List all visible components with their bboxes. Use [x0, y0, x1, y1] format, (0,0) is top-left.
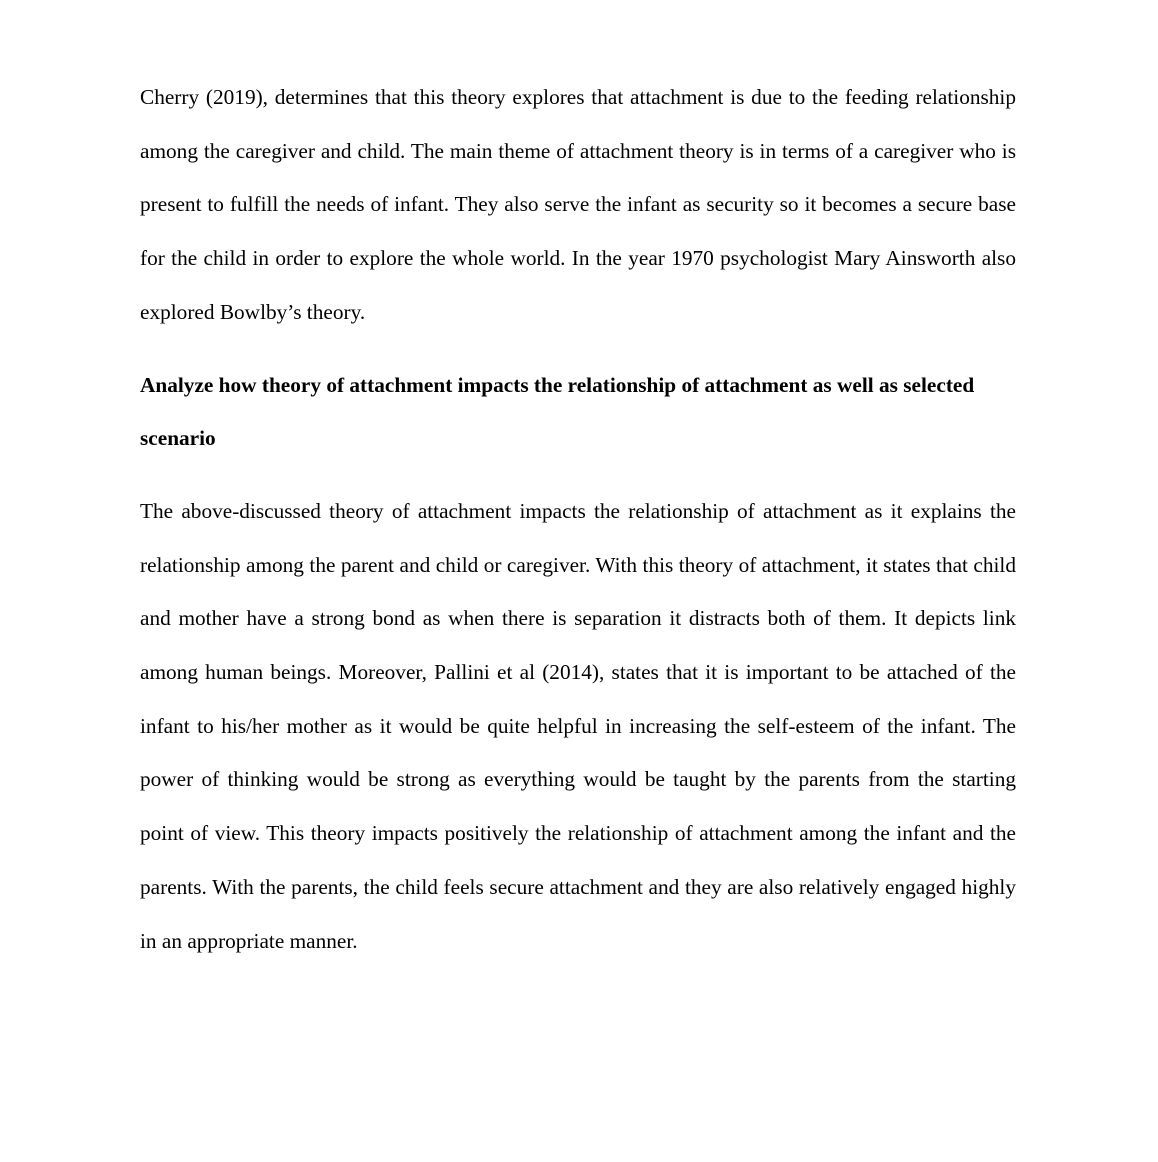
section-heading: Analyze how theory of attachment impacts the relationship of attachment as well as selected scenario: [140, 372, 975, 451]
body-paragraph-analysis: The above-discussed theory of attachment impacts the relationship of attachment as it explains the relationship among the parent and child or caregiver. With this theory of attachment, it states that child and mother have a strong bond as when there is separation it distracts both of them. It depicts link among human beings. Moreover, Pallini et al (2014), states that it is important to be attached of the infant to his/her mother as it would be quite helpful in increasing the self-esteem of the infant. The power of thinking would be strong as everything would be taught by the parents from the starting point of view. This theory impacts positively the relationship of attachment among the infant and the parents. With the parents, the child feels secure attachment and they are also relatively engaged highly in an appropriate manner.: [140, 498, 1016, 953]
document-page: [140, 71, 1016, 968]
body-paragraph-intro: Cherry (2019), determines that this theory explores that attachment is due to the feeding relationship among the caregiver and child. The main theme of attachment theory is in terms of a caregiver who is present to fulfill the needs of infant. They also serve the infant as security so it becomes a secure base for the child in order to explore the whole world. In the year 1970 psychologist Mary Ainsworth also explored Bowlby’s theory.: [140, 85, 1016, 324]
